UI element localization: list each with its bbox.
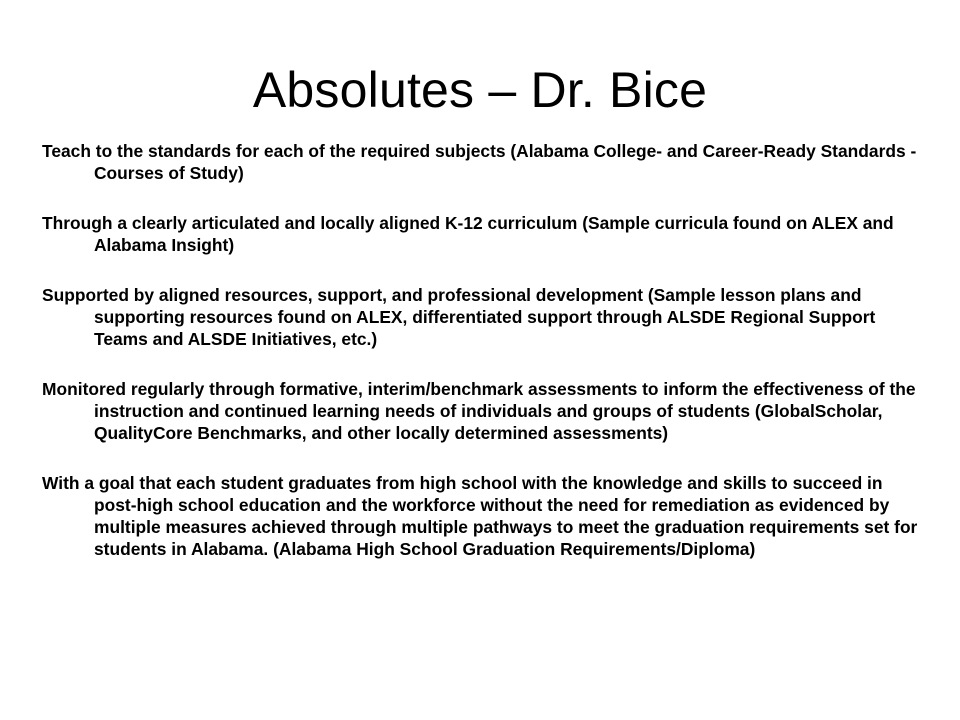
paragraph-resources: Supported by aligned resources, support, and professional development (Sample lesson plans and supporting resources found on ALEX, differentiated support through ALSDE Regional Support Teams and ALSDE Initiatives, etc.) <box>42 285 876 349</box>
body-text <box>42 140 922 588</box>
paragraph-goal: With a goal that each student graduates from high school with the knowledge and skills to succeed in post-high school education and the workforce without the need for remediation as evidenced by multiple measures achieved through multiple pathways to meet the graduation requirements set for students in Alabama. (Alabama High School Graduation Requirements/Diploma) <box>42 473 918 559</box>
paragraph-monitoring: Monitored regularly through formative, interim/benchmark assessments to inform the effectiveness of the instruction and continued learning needs of individuals and groups of students (GlobalScholar, QualityCore Benchmarks, and other locally determined assessments) <box>42 379 916 443</box>
paragraph-standards: Teach to the standards for each of the required subjects (Alabama College- and Career-Ready Standards - Courses of Study) <box>42 141 917 183</box>
paragraph-curriculum: Through a clearly articulated and locally aligned K-12 curriculum (Sample curricula found on ALEX and Alabama Insight) <box>42 213 894 255</box>
slide-title: Absolutes – Dr. Bice <box>252 62 708 118</box>
